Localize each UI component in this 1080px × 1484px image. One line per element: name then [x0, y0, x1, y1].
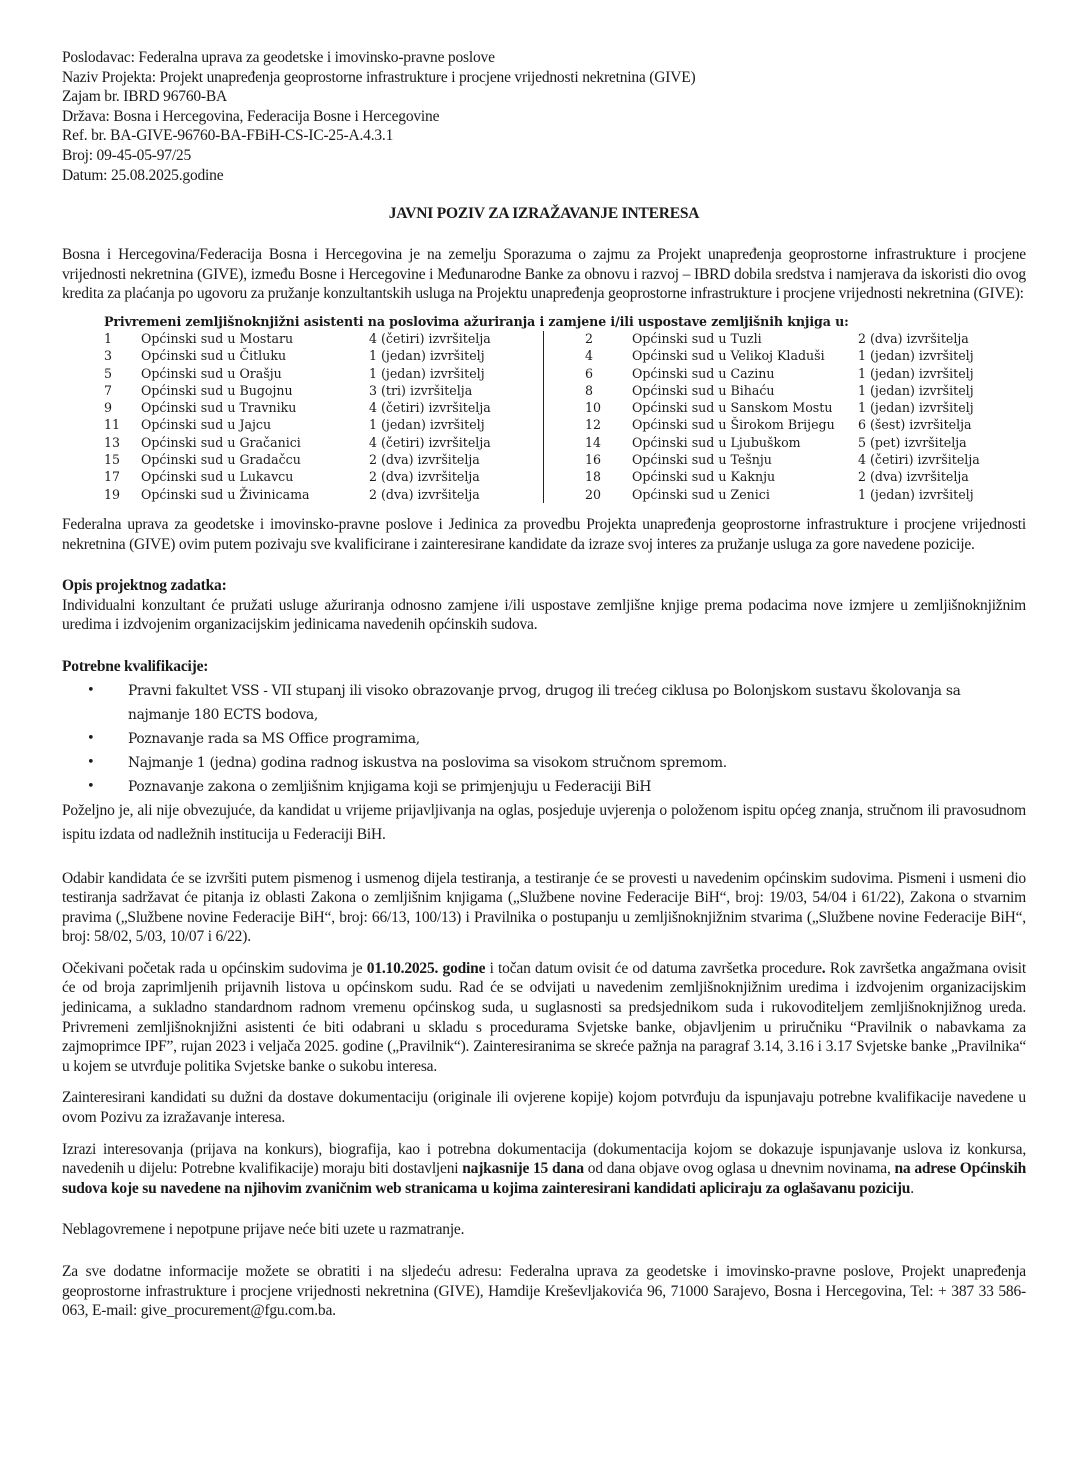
court-name: Općinski sud u Bihaću: [632, 382, 775, 398]
table-row: [104, 382, 542, 399]
qualification-text: Poznavanje zakona o zemljišnim knjigama koji se primjenjuju u Federaciji BiH: [128, 778, 652, 795]
position-count: 1 (jedan) izvršitelj: [369, 348, 485, 364]
document-header: [62, 48, 1026, 185]
row-number: 18: [585, 469, 602, 485]
submission-text-end: .: [910, 1179, 914, 1197]
intro-paragraph: Bosna i Hercegovina/Federacija Bosna i Hercegovina je na zemelju Sporazuma o zajmu za Projekt unapređenja geoprostorne infrastrukture i procjene vrijednosti nekretnina (GIVE), između Bosne i Hercegovine i Međunarodne Banke za obnovu i razvoj – IBRD dobila sredstva i namjerava da iskoristi dio ovog kredita za plaćanja po ugovoru za pružanje konzultantskih usluga na Projektu unapređenja geoprostorne infrastrukture i procjene vrijednosti nekretnina (GIVE):: [62, 246, 1026, 303]
court-name: Općinski sud u Lukavcu: [141, 469, 294, 485]
list-item: [62, 727, 1026, 751]
qualification-text: Poznavanje rada sa MS Office programima,: [128, 730, 420, 747]
reference-line: Ref. br. BA-GIVE-96760-BA-FBiH-CS-IC-25-A.4.3.1: [62, 127, 394, 145]
submission-text-middle: od dana objave ovog oglasa u dnevnim novinama,: [583, 1160, 895, 1178]
qualifications-heading: Potrebne kvalifikacije:: [62, 657, 209, 675]
submission-deadline: najkasnije 15 dana: [462, 1160, 584, 1178]
qualification-text: Najmanje 1 (jedna) godina radnog iskustva na poslovima sa visokom stručnom spremom.: [128, 754, 727, 771]
row-number: 3: [104, 348, 113, 364]
table-row: [104, 399, 542, 416]
position-count: 1 (jedan) izvršitelj: [858, 365, 974, 381]
row-number: 5: [104, 365, 113, 381]
table-row: [586, 468, 1026, 485]
court-name: Općinski sud u Mostaru: [141, 330, 294, 346]
bullet-icon: •: [87, 754, 95, 770]
date-line: Datum: 25.08.2025.godine: [62, 166, 224, 184]
row-number: 6: [585, 365, 594, 381]
country-line: Država: Bosna i Hercegovina, Federacija Bosne i Hercegovine: [62, 107, 440, 125]
submission-text-before: Izrazi interesovanja (prijava na konkurs), biografija, kao i potrebna dokumentacija (dokumentacija kojom se dokazuje ispunjavanje uslova iz konkursa, navedenih u dijelu: Potrebne kvalifikacije) moraju biti dostavljeni: [62, 1140, 1026, 1178]
row-number: 8: [585, 382, 594, 398]
table-row: [586, 434, 1026, 451]
row-number: 16: [585, 452, 602, 468]
documents-paragraph: Zainteresirani kandidati su dužni da dostave dokumentaciju (originale ili ovjerene kopije) kojom potvrđuju da ispunjavaju potrebne kvalifikacije navedene u ovom Pozivu za izražavanje interesa.: [62, 1089, 1026, 1127]
invitation-paragraph: Federalna uprava za geodetske i imovinsko-pravne poslove i Jedinica za provedbu Projekta unapređenja geoprostorne infrastrukture i procjene vrijednosti nekretnina (GIVE) ovim putem pozivaju sve kvalificirane i zainteresirane kandidate da izraze svoj interes za pružanje usluga za gore navedene pozicije.: [62, 515, 1026, 553]
court-name: Općinski sud u Tuzli: [632, 330, 762, 346]
row-number: 19: [104, 486, 121, 502]
table-row: [586, 365, 1026, 382]
position-count: 4 (četiri) izvršitelja: [858, 452, 980, 468]
contact-paragraph: Za sve dodatne informacije možete se obratiti i na sljedeću adresu: Federalna uprava za geodetske i imovinsko-pravne poslove, Projekt unapređenja geoprostorne infrastrukture i procjene vrijednosti nekretnina (GIVE), Hamdije Kreševljakovića 96, 71000 Sarajevo, Bosna i Hercegovina, Tel: + 387 33 586-063, E-mail: give_procurement@fgu.com.ba.: [62, 1263, 1026, 1320]
court-name: Općinski sud u Gradačcu: [141, 452, 301, 468]
position-count: 1 (jedan) izvršitelj: [858, 382, 974, 398]
court-name: Općinski sud u Travniku: [141, 400, 297, 416]
position-count: 4 (četiri) izvršitelja: [369, 330, 491, 346]
table-row: [104, 468, 542, 485]
row-number: 14: [585, 434, 602, 450]
start-text-after: i točan datum ovisit će od datuma završetka procedure: [485, 959, 822, 977]
position-count: 5 (pet) izvršitelja: [858, 434, 967, 450]
employer-line: Poslodavac: Federalna uprava za geodetske i imovinsko-pravne poslove: [62, 49, 495, 66]
position-count: 1 (jedan) izvršitelj: [858, 400, 974, 416]
court-name: Općinski sud u Jajcu: [141, 417, 272, 433]
start-text-rest: Rok završetka angažmana ovisit će od broja zaprimljenih prijavnih listova u općinskom sudu. Rad će se odvijati u navedenim zemljišnoknjižnim uredima i izdvojenim organizacijskim jedinicama, a sukladno standardnom radnom vremenu općinskog suda, u suglasnosti sa predsjednikom suda i rukovoditeljem zemljišnoknjižnog ureda. Privremeni zemljišnoknjižni asistenti će biti odabrani u skladu s procedurama Svjetske banke, objavljenim u priručniku “Pravilnik o nabavkama za zajmoprimce IPF”, rujan 2023 i veljača 2025. godine („Pravilnik“). Zainteresiranima se skreće pažnja na paragraf 3.14, 3.16 i 3.17 Svjetske banke „Pravilnika“ u kojem se utvrđuje politika Svjetske banke o sukobu interesa.: [62, 959, 1026, 1075]
qualification-text: Pravni fakultet VSS - VII stupanj ili visoko obrazovanje prvog, drugog ili trećeg ciklusa po Bolonjskom sustavu školovanja sa najmanje 180 ECTS bodova,: [128, 682, 961, 723]
bullet-icon: •: [87, 682, 95, 698]
row-number: 12: [585, 417, 602, 433]
bullet-icon: •: [87, 730, 95, 746]
table-row: [104, 416, 542, 433]
loan-number-line: Zajam br. IBRD 96760-BA: [62, 88, 228, 106]
table-row: [104, 486, 542, 503]
position-count: 4 (četiri) izvršitelja: [369, 400, 491, 416]
table-row: [586, 382, 1026, 399]
table-row: [104, 451, 542, 468]
start-period: .: [821, 959, 826, 977]
court-name: Općinski sud u Cazinu: [632, 365, 775, 381]
position-count: 1 (jedan) izvršitelj: [858, 486, 974, 502]
table-row: [104, 330, 542, 347]
table-row: [586, 486, 1026, 503]
selection-paragraph: Odabir kandidata će se izvršiti putem pismenog i usmenog dijela testiranja, a testiranje će se provesti u navedenim općinskim sudovima. Pismeni i usmeni dio testiranja sadržavat će pitanja iz oblasti Zakona o zemljišnim knjigama („Službene novine Federacije BiH“, broj: 19/03, 54/04 i 61/22), Zakona o stvarnim pravima („Službene novine Federacije BiH“, broj: 66/13, 100/13) i Pravilnika o postupanju u zemljišnoknjižnim stvarima („Službene novine Federacije BiH“, broj: 58/02, 5/03, 10/07 i 6/22).: [62, 869, 1026, 946]
row-number: 11: [104, 417, 121, 433]
court-name: Općinski sud u Velikoj Kladuši: [632, 348, 825, 364]
bullet-icon: •: [87, 778, 95, 794]
row-number: 20: [585, 486, 602, 502]
project-name-line: Naziv Projekta: Projekt unapređenja geoprostorne infrastrukture i procjene vrijednosti nekretnina (GIVE): [62, 68, 696, 86]
courts-table-title: Privremeni zemljišnoknjižni asistenti na poslovima ažuriranja i zamjene i/ili uspostave zemljišnih knjiga u:: [104, 313, 849, 329]
table-row: [586, 416, 1026, 433]
table-row: [104, 365, 542, 382]
submission-address: na adrese Općinskih sudova koje su navedene na njihovim zvaničnim web stranicama u kojima zainteresirani kandidati apliciraju za oglašavanu poziciju: [62, 1160, 1027, 1197]
courts-table: [104, 330, 1026, 503]
desirable-note: Poželjno je, ali nije obvezujuće, da kandidat u vrijeme prijavljivanja na oglas, posjeduje uvjerenja o položenom ispitu općeg znanja, stručnom ili pravosudnom ispitu izdata od nadležnih institucija u Federaciji BiH.: [62, 801, 1026, 843]
court-name: Općinski sud u Širokom Brijegu: [632, 417, 835, 433]
row-number: 10: [585, 400, 602, 416]
court-name: Općinski sud u Sanskom Mostu: [632, 400, 833, 416]
position-count: 4 (četiri) izvršitelja: [369, 434, 491, 450]
document-page: [62, 48, 1026, 1321]
position-count: 6 (šest) izvršitelja: [858, 417, 972, 433]
list-item: [62, 751, 1026, 775]
start-paragraph: [62, 959, 1026, 1077]
row-number: 15: [104, 452, 121, 468]
document-number-line: Broj: 09-45-05-97/25: [62, 146, 192, 164]
position-count: 2 (dva) izvršitelja: [369, 486, 480, 502]
position-count: 2 (dva) izvršitelja: [858, 330, 969, 346]
position-count: 2 (dva) izvršitelja: [858, 469, 969, 485]
row-number: 2: [585, 330, 594, 346]
court-name: Općinski sud u Tešnju: [632, 452, 772, 468]
column-divider: [543, 331, 544, 503]
courts-column-right: [586, 330, 1026, 503]
row-number: 4: [585, 348, 594, 364]
courts-column-left: [104, 330, 542, 503]
start-date: 01.10.2025. godine: [366, 959, 486, 977]
court-name: Općinski sud u Zenici: [632, 486, 770, 502]
position-count: 1 (jedan) izvršitelj: [858, 348, 974, 364]
table-row: [104, 434, 542, 451]
court-name: Općinski sud u Bugojnu: [141, 382, 293, 398]
position-count: 1 (jedan) izvršitelj: [369, 365, 485, 381]
start-text-before: Očekivani početak rada u općinskim sudovima je: [62, 959, 367, 977]
position-count: 3 (tri) izvršitelja: [369, 382, 473, 398]
position-count: 1 (jedan) izvršitelj: [369, 417, 485, 433]
row-number: 13: [104, 434, 121, 450]
table-row: [586, 399, 1026, 416]
page-title: JAVNI POZIV ZA IZRAŽAVANJE INTERESA: [388, 205, 700, 223]
submission-paragraph: [62, 1140, 1026, 1199]
table-row: [586, 451, 1026, 468]
list-item: [62, 775, 1026, 799]
row-number: 17: [104, 469, 121, 485]
court-name: Općinski sud u Gračanici: [141, 434, 301, 450]
task-description: Individualni konzultant će pružati usluge ažuriranja odnosno zamjene i/ili uspostave zemljišne knjige prema podacima nove izmjere u zemljišnoknjižnim uredima i izdvojenim organizacijskim jedinicama navedenih općinskih sudova.: [62, 596, 1026, 634]
qualifications-list: [62, 679, 1026, 799]
court-name: Općinski sud u Kaknju: [632, 469, 776, 485]
court-name: Općinski sud u Čitluku: [141, 348, 287, 364]
table-row: [586, 330, 1026, 347]
row-number: 9: [104, 400, 113, 416]
row-number: 1: [104, 330, 113, 346]
table-row: [586, 347, 1026, 364]
position-count: 2 (dva) izvršitelja: [369, 452, 480, 468]
court-name: Općinski sud u Ljubuškom: [632, 434, 801, 450]
position-count: 2 (dva) izvršitelja: [369, 469, 480, 485]
task-heading: Opis projektnog zadatka:: [62, 577, 227, 595]
court-name: Općinski sud u Orašju: [141, 365, 282, 381]
list-item: [62, 679, 1026, 727]
table-row: [104, 347, 542, 364]
late-notice: Neblagovremene i nepotpune prijave neće biti uzete u razmatranje.: [62, 1221, 465, 1239]
court-name: Općinski sud u Živinicama: [141, 486, 310, 502]
row-number: 7: [104, 382, 113, 398]
